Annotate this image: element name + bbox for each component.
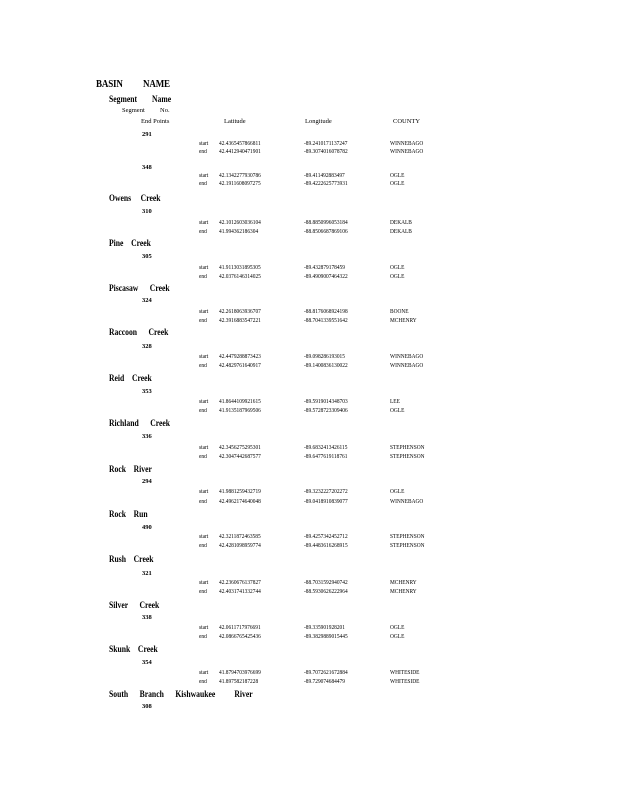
county-value: WINNEBAGO (390, 141, 424, 147)
latitude-value: 42.4365457866811 (219, 141, 261, 147)
endpoint-label: start (199, 141, 209, 147)
longitude-value: -89.411492883497 (304, 173, 345, 179)
stream-name: Rock Run (109, 509, 148, 519)
county-value: OGLE (390, 181, 405, 187)
latitude-value: 42.0611717976691 (219, 625, 261, 631)
longitude-value: -89.5919014348703 (304, 399, 348, 405)
endpoint-label: end (199, 149, 207, 155)
longitude-value: -89.0418910839077 (304, 499, 348, 505)
latitude-value: 42.1911608097275 (219, 181, 261, 187)
stream-name: Silver Creek (109, 600, 160, 610)
latitude-value: 42.1342277930786 (219, 173, 261, 179)
longitude-value: -88.8850996053184 (304, 220, 348, 226)
county-value: OGLE (390, 489, 405, 495)
county-value: WINNEBAGO (390, 149, 424, 155)
segment-name-header: Name (152, 94, 172, 104)
longitude-value: -89.335901928201 (304, 625, 345, 631)
segment-number: 321 (142, 570, 152, 577)
longitude-value: -88.7031592940742 (304, 580, 348, 586)
segment-number: 291 (142, 131, 152, 138)
longitude-value: -88.7041339551642 (304, 318, 348, 324)
stream-name: Skunk Creek (109, 644, 158, 654)
longitude-value: -89.432879178459 (304, 265, 345, 271)
endpoint-label: end (199, 589, 207, 595)
county-value: WINNEBAGO (390, 363, 424, 369)
longitude-value: -89.4257342452712 (304, 534, 348, 540)
latitude-value: 42.4479288873423 (219, 354, 261, 360)
stream-name: South Branch Kishwaukee River (109, 689, 253, 699)
longitude-value: -89.6832413426115 (304, 445, 348, 451)
stream-name: Pine Creek (109, 238, 151, 248)
latitude-value: 42.4829761640917 (219, 363, 261, 369)
segment-number: 305 (142, 253, 152, 260)
endpoint-label: end (199, 318, 207, 324)
county-value: WINNEBAGO (390, 499, 424, 505)
endpoint-label: end (199, 679, 207, 685)
latitude-value: 42.1012603036104 (219, 220, 261, 226)
endpoint-label: start (199, 399, 209, 405)
endpoint-label: start (199, 670, 209, 676)
end-points-header: End Points (141, 118, 170, 125)
segment-number: 338 (142, 614, 152, 621)
county-value: MCHENRY (390, 580, 417, 586)
basin-header: BASIN (96, 78, 123, 90)
county-value: OGLE (390, 634, 405, 640)
segment-number: 308 (142, 703, 152, 710)
county-value: OGLE (390, 265, 405, 271)
endpoint-label: end (199, 181, 207, 187)
endpoint-label: start (199, 445, 209, 451)
stream-name: Rock River (109, 464, 152, 474)
endpoint-label: end (199, 454, 207, 460)
county-value: OGLE (390, 274, 405, 280)
county-value: MCHENRY (390, 589, 417, 595)
longitude-value: -89.5728723309406 (304, 408, 348, 414)
latitude-value: 42.0376146314025 (219, 274, 261, 280)
stream-name: Piscasaw Creek (109, 283, 170, 293)
county-value: LEE (390, 399, 400, 405)
name-header: NAME (143, 78, 170, 90)
endpoint-label: end (199, 499, 207, 505)
endpoint-label: start (199, 534, 209, 540)
longitude-value: -89.6477619118761 (304, 454, 348, 460)
latitude-value: 42.3916883547221 (219, 318, 261, 324)
county-value: WHITESIDE (390, 679, 420, 685)
latitude-value: 41.9113031895305 (219, 265, 261, 271)
endpoint-label: start (199, 173, 209, 179)
county-value: OGLE (390, 625, 405, 631)
longitude-value: -89.3232227202272 (304, 489, 348, 495)
latitude-value: 42.4031741332744 (219, 589, 261, 595)
latitude-value: 41.994362186304 (219, 229, 259, 235)
segment-number: 490 (142, 524, 152, 531)
endpoint-label: end (199, 229, 207, 235)
latitude-value: 42.2360676137827 (219, 580, 261, 586)
county-value: DEKALB (390, 220, 412, 226)
longitude-value: -89.729074684479 (304, 679, 345, 685)
longitude-value: -89.7072621672884 (304, 670, 348, 676)
segment-number: 348 (142, 164, 152, 171)
stream-name: Owens Creek (109, 193, 161, 203)
longitude-value: -89.1400836130022 (304, 363, 348, 369)
county-value: WHITESIDE (390, 670, 420, 676)
county-value: MCHENRY (390, 318, 417, 324)
segment-no-header-b: No. (160, 107, 170, 114)
county-value: DEKALB (390, 229, 412, 235)
county-value: STEPHENSON (390, 454, 425, 460)
endpoint-label: start (199, 354, 209, 360)
endpoint-label: end (199, 543, 207, 549)
latitude-value: 42.4962174640048 (219, 499, 261, 505)
endpoint-label: start (199, 309, 209, 315)
endpoint-label: end (199, 274, 207, 280)
latitude-value: 42.3456275295301 (219, 445, 261, 451)
county-value: OGLE (390, 408, 405, 414)
longitude-value: -89.2410171137247 (304, 141, 348, 147)
county-value: WINNEBAGO (390, 354, 424, 360)
endpoint-label: start (199, 489, 209, 495)
latitude-value: 41.9881259432719 (219, 489, 261, 495)
segment-number: 310 (142, 208, 152, 215)
endpoint-label: end (199, 408, 207, 414)
longitude-value: -88.5930626222964 (304, 589, 348, 595)
longitude-value: -88.8506687869106 (304, 229, 348, 235)
segment-no-header-a: Segment (122, 107, 145, 114)
longitude-header: Longitude (305, 118, 332, 125)
stream-name: Raccoon Creek (109, 327, 169, 337)
county-value: OGLE (390, 173, 405, 179)
segment-number: 353 (142, 388, 152, 395)
county-value: BOONE (390, 309, 409, 315)
longitude-value: -89.4909007464322 (304, 274, 348, 280)
latitude-value: 41.9135187969506 (219, 408, 261, 414)
stream-name: Reid Creek (109, 373, 152, 383)
latitude-value: 42.4281098959774 (219, 543, 261, 549)
endpoint-label: end (199, 363, 207, 369)
longitude-value: -89.4483616268915 (304, 543, 348, 549)
endpoint-label: start (199, 625, 209, 631)
latitude-value: 42.0866765425436 (219, 634, 261, 640)
latitude-value: 41.897582187228 (219, 679, 259, 685)
endpoint-label: start (199, 580, 209, 586)
latitude-header: Latitude (224, 118, 246, 125)
longitude-value: -89.3829889015445 (304, 634, 348, 640)
endpoint-label: start (199, 220, 209, 226)
latitude-value: 42.3047442687577 (219, 454, 261, 460)
longitude-value: -88.8176068924198 (304, 309, 348, 315)
endpoint-label: start (199, 265, 209, 271)
endpoint-label: end (199, 634, 207, 640)
segment-number: 294 (142, 478, 152, 485)
county-value: STEPHENSON (390, 534, 425, 540)
segment-number: 328 (142, 343, 152, 350)
longitude-value: -89.3074016078782 (304, 149, 348, 155)
segment-number: 354 (142, 659, 152, 666)
latitude-value: 41.8644109921615 (219, 399, 261, 405)
stream-name: Rush Creek (109, 554, 154, 564)
county-value: STEPHENSON (390, 445, 425, 451)
segment-number: 336 (142, 433, 152, 440)
latitude-value: 41.8794703976699 (219, 670, 261, 676)
latitude-value: 42.4412940471901 (219, 149, 261, 155)
stream-name: Richland Creek (109, 418, 171, 428)
county-header: COUNTY (393, 118, 421, 125)
longitude-value: -89.4222625773931 (304, 181, 348, 187)
longitude-value: -89.098286193015 (304, 354, 345, 360)
latitude-value: 42.2618063936707 (219, 309, 261, 315)
segment-header: Segment (109, 94, 138, 104)
latitude-value: 42.3211872463585 (219, 534, 261, 540)
segment-number: 324 (142, 297, 152, 304)
county-value: STEPHENSON (390, 543, 425, 549)
